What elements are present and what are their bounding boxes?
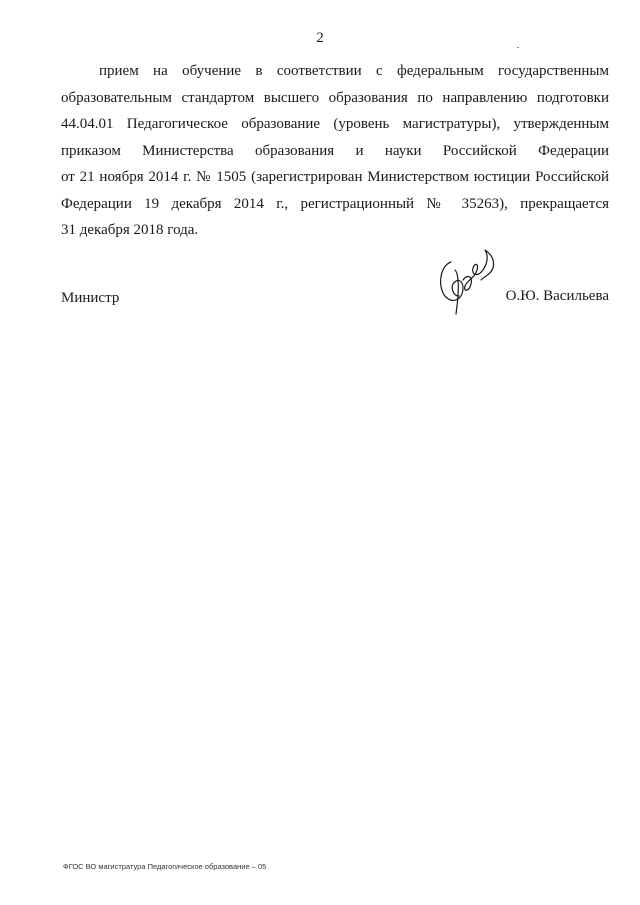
- body-paragraph: [61, 58, 609, 244]
- page-number: 2: [316, 30, 324, 46]
- body-line-7: 31 декабря 2018 года.: [61, 222, 199, 238]
- signature-block: [61, 285, 609, 325]
- body-line-4: приказом Министерства образования и науки Российской Федерации: [61, 142, 609, 159]
- handwritten-signature: [429, 240, 509, 320]
- document-footer: ФГОС ВО магистратура Педагогическое образование – 05: [63, 862, 267, 871]
- signer-title: Министр: [61, 290, 120, 306]
- body-line-3: 44.04.01 Педагогическое образование (уровень магистратуры), утвержденным: [61, 116, 609, 132]
- body-line-2: образовательным стандартом высшего образования по направлению подготовки: [61, 89, 609, 106]
- signer-name: О.Ю. Васильева: [505, 288, 609, 304]
- body-line-1: прием на обучение в соответствии с федеральным государственным: [99, 63, 609, 79]
- scan-speck: [517, 47, 519, 48]
- body-line-5: от 21 ноября 2014 г. № 1505 (зарегистрирован Министерством юстиции Российской: [61, 169, 609, 185]
- body-line-6: Федерации 19 декабря 2014 г., регистрационный № 35263), прекращается: [61, 195, 609, 212]
